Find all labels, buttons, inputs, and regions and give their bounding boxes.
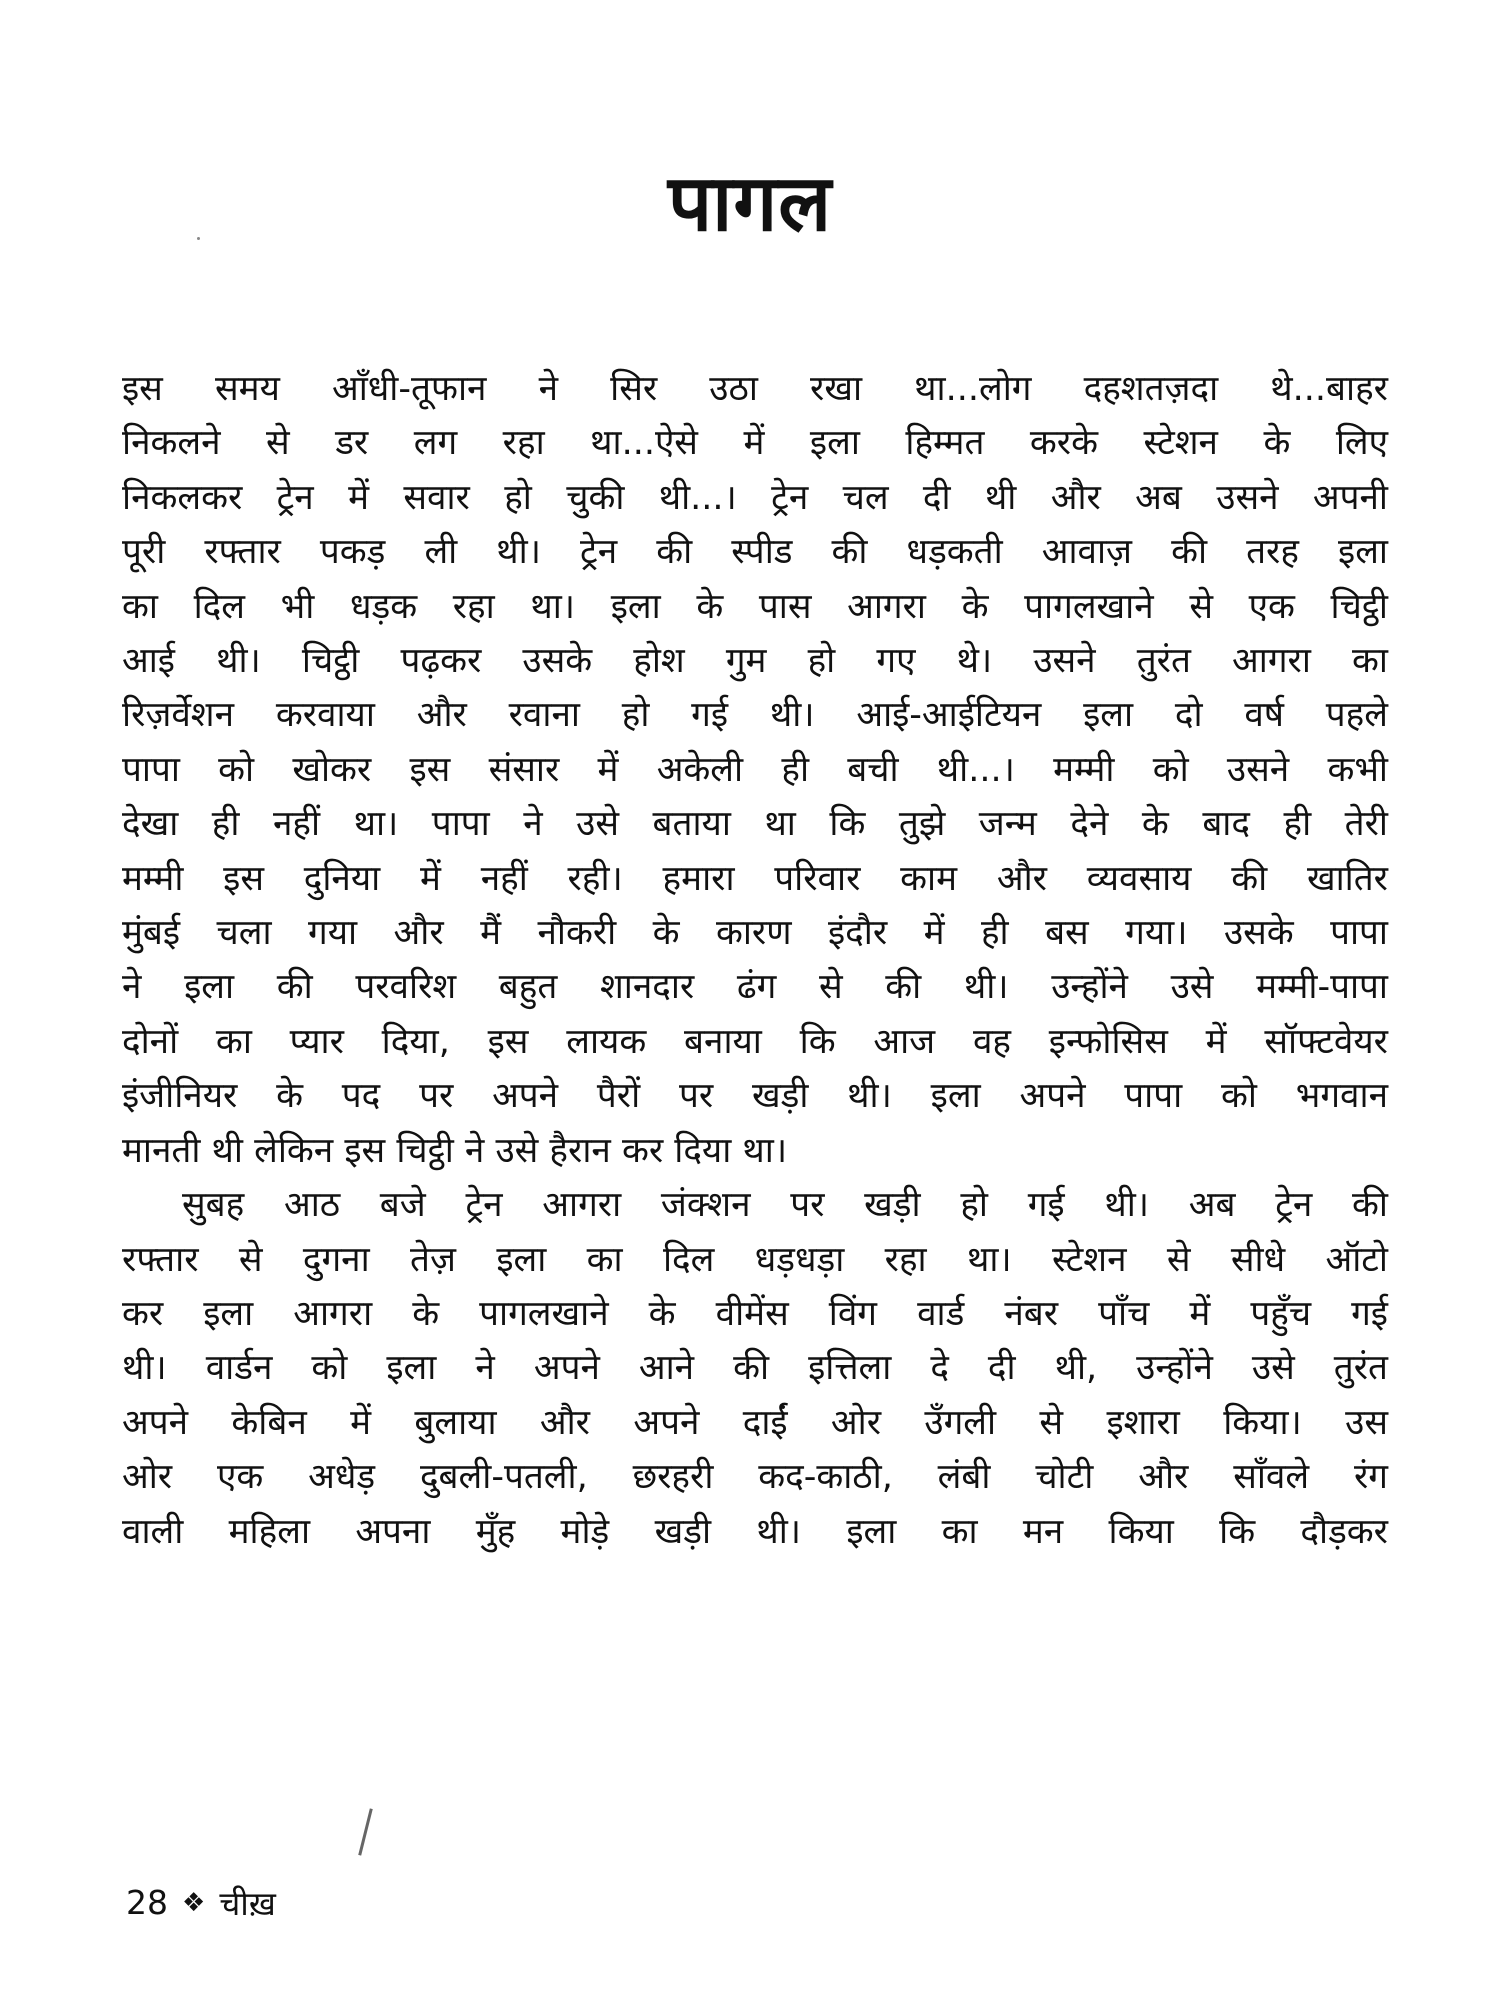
text-line: निकलकर ट्रेन में सवार हो चुकी थी...। ट्रेन चल दी थी और अब उसने अपनी xyxy=(122,477,1388,518)
text-line: ओर एक अधेड़ दुबली-पतली, छरहरी कद-काठी, लंबी चोटी और साँवले रंग xyxy=(122,1457,1388,1498)
text-line: ने इला की परवरिश बहुत शानदार ढंग से की थी। उन्होंने उसे मम्मी-पापा xyxy=(122,967,1388,1008)
text-line: रफ्तार से दुगना तेज़ इला का दिल धड़धड़ा रहा था। स्टेशन से सीधे ऑटो xyxy=(122,1239,1388,1280)
text-line: रिज़र्वेशन करवाया और रवाना हो गई थी। आई-आईटियन इला दो वर्ष पहले xyxy=(122,695,1388,736)
text-line: वाली महिला अपना मुँह मोड़े खड़ी थी। इला का मन किया कि दौड़कर xyxy=(122,1511,1388,1552)
text-line: थी। वार्डन को इला ने अपने आने की इत्तिला दे दी थी, उन्होंने उसे तुरंत xyxy=(122,1348,1388,1389)
chapter-title: पागल xyxy=(667,159,833,249)
text-line: इस समय आँधी-तूफान ने सिर उठा रखा था...लोग दहशतज़दा थे...बाहर xyxy=(122,369,1388,409)
text-line: कर इला आगरा के पागलखाने के वीमेंस विंग वार्ड नंबर पाँच में पहुँच गई xyxy=(122,1293,1388,1334)
body-text xyxy=(122,362,1388,1559)
page-number: 28 xyxy=(126,1883,168,1922)
text-line: निकलने से डर लग रहा था...ऐसे में इला हिम्मत करके स्टेशन के लिए xyxy=(122,423,1388,464)
text-line: दोनों का प्यार दिया, इस लायक बनाया कि आज वह इन्फोसिस में सॉफ्टवेयर xyxy=(122,1021,1388,1062)
ornament-icon: ❖ xyxy=(182,1887,206,1918)
running-book-title: चीख़ xyxy=(219,1884,276,1923)
text-line: मुंबई चला गया और मैं नौकरी के कारण इंदौर में ही बस गया। उसके पापा xyxy=(122,913,1388,954)
pen-stroke-mark xyxy=(358,1808,373,1855)
text-line: पूरी रफ्तार पकड़ ली थी। ट्रेन की स्पीड की धड़कती आवाज़ की तरह इला xyxy=(122,532,1388,573)
text-line: अपने केबिन में बुलाया और अपने दाईं ओर उँगली से इशारा किया। उस xyxy=(122,1402,1388,1443)
text-line: मम्मी इस दुनिया में नहीं रही। हमारा परिवार काम और व्यवसाय की खातिर xyxy=(122,858,1388,899)
text-line xyxy=(122,1178,1388,1232)
text-line-content: सुबह आठ बजे ट्रेन आगरा जंक्शन पर खड़ी हो गई थी। अब ट्रेन की xyxy=(182,1185,1388,1226)
text-line: का दिल भी धड़क रहा था। इला के पास आगरा के पागलखाने से एक चिट्ठी xyxy=(122,586,1388,627)
page-footer xyxy=(126,1880,276,1925)
paragraph-2 xyxy=(122,1178,1388,1559)
text-line: पापा को खोकर इस संसार में अकेली ही बची थी...। मम्मी को उसने कभी xyxy=(122,749,1388,790)
text-line: आई थी। चिट्ठी पढ़कर उसके होश गुम हो गए थे। उसने तुरंत आगरा का xyxy=(122,641,1388,682)
paragraph-1 xyxy=(122,362,1388,1178)
text-line: मानती थी लेकिन इस चिट्ठी ने उसे हैरान कर दिया था। xyxy=(122,1130,788,1171)
text-line: देखा ही नहीं था। पापा ने उसे बताया था कि तुझे जन्म देने के बाद ही तेरी xyxy=(122,804,1388,845)
text-line: इंजीनियर के पद पर अपने पैरों पर खड़ी थी। इला अपने पापा को भगवान xyxy=(122,1076,1388,1117)
